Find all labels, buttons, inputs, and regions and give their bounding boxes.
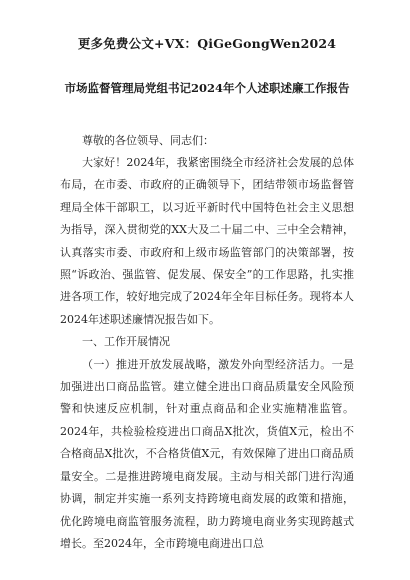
document-title: 市场监督管理局党组书记2024年个人述职述廉工作报告 <box>64 81 350 95</box>
section-paragraph: （一）推进开放发展战略，激发外向型经济活力。一是加强进出口商品监管。建立健全进出口商品质量安全风险预警和快速反应机制，针对重点商品和企业实施精准监管。2024年，共检验检疫进出口商品X批次，货值X元，检出不合格商品X批次，不合格货值X元，有效保障了进出口商品质量安全。二是推进跨境电商发展。主动与相关部门进行沟通协调，制定并实施一系列支持跨境电商发展的政策和措施，优化跨境电商监管服务流程，助力跨境电商业务实现跨越式增长。至2024年，全市跨境电商进出口总 <box>60 357 354 550</box>
salutation: 尊敬的各位领导、同志们： <box>82 134 214 147</box>
promo-banner: 更多免费公文+VX：QiGeGongWen2024 <box>77 36 337 51</box>
intro-paragraph: 大家好！2024年，我紧密围绕全市经济社会发展的总体布局，在市委、市政府的正确领导下，团结带领市场监督管理局全体干部职工，以习近平新时代中国特色社会主义思想为指导，深入贯彻党的XX大及二十届二中、三中全会精神，认真落实市委、市政府和上级市场监管部门的决策部署，按照“诉政治、强监管、促发展、保安全”的工作思路，扎实推进各项工作，较好地完成了2024年全年目标任务。现将本人2024年述职述廉情况报告如下。 <box>60 156 354 326</box>
section-heading: 一、工作开展情况 <box>82 335 170 349</box>
